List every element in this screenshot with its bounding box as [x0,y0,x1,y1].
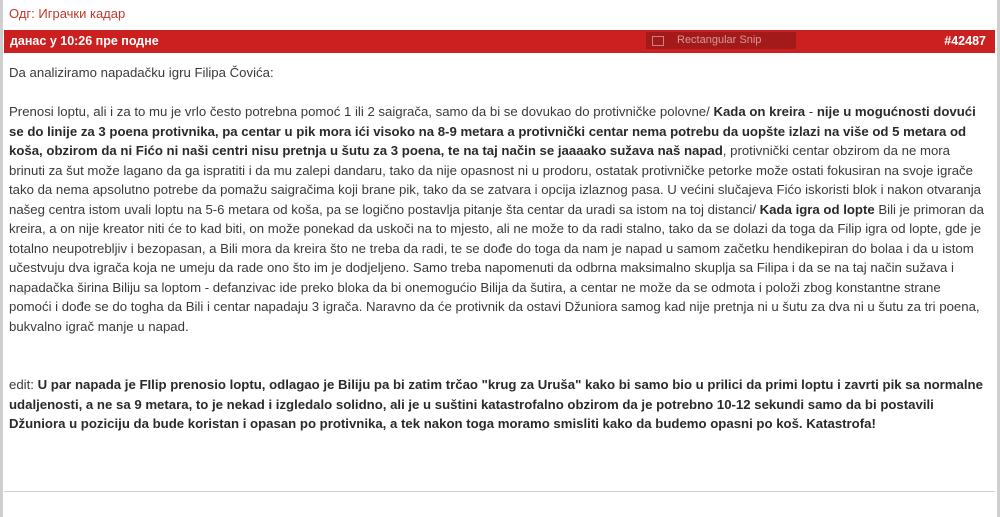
snip-label: Rectangular Snip [677,34,762,46]
post-header [4,30,995,53]
post-bottom-divider [4,491,995,492]
post-left-border [0,0,3,517]
edit-paragraph [9,375,984,434]
rectangular-snip-tooltip [646,32,796,49]
bold-heading-kreira: Kada on kreira [713,104,806,119]
text-segment: Prenosi loptu, ali i za to mu je vrlo često potrebna pomoć 1 ili 2 saigrača, samo da bi se dovukao do protivničke polovne/ [9,104,714,119]
text-segment: Bili je primoran da kreira, a on nije kreator niti će to kad biti, on može ponekad da uskoči na to mjesto, ali ne može to da radi stalno, tako da se dolazi da toga da Filip igra od lopte, gde je totalno neupotrebljiv i bezopasan, a Bili mora da kreira što ne treba da radi, te se dođe do toga da nam je napad u samom začetku hendikepiran do bolaa i da u istom učestvuju dva igrača koja ne umeju da rade ono što im je dodjeljeno. Samo treba napomenuti da odbrna maksimalno skuplja sa Filipa i da se na taj način sužava i napadačka širina Biliju sa loptom - defanzivac ide preko bloka da bi onemogućio Bilija da šutira, a centar ne može da se odmota i položi zbog konstantne strane pomoći i dođe se do togha da Bili i centar napadaju 3 igrača. Naravno da će protivnik da ostavi Džuniora samog kad nije pretnja ni u šutu za dva ni u šutu za tri poena, bukvalno igrač manje u napad. [9,201,984,334]
post-body [9,63,984,434]
text-segment: - [805,104,817,119]
analysis-paragraph [9,102,984,336]
post-date: данас у 10:26 пре подне [10,34,159,48]
reply-title[interactable]: Одг: Играчки кадар [9,6,126,21]
post-number-link[interactable]: #42487 [944,34,986,48]
bold-text-napad: nije u mogućnosti dovući se do linije za 3 poena protivnika, pa centar u pik mora ići visoko na 8-9 metara a protivnički centar nema potrebu da uopšte izlazi na više od 5 metara od koša, obzirom da ni Fićo ni naši centri nisu pretnja u šutu za 3 poena, te na taj način se jaaaako sužava naš napad [9,104,976,158]
bold-heading-od-lopte: Kada igra od lopte [759,201,875,217]
snip-icon [652,36,664,46]
text-segment: , protivnički centar obzirom da ne mora brinuti za šut može lagano da ga ispratiti i da mu zalepi dandaru, tako da nije opasnost ni u prodoru, ostatak protivničke petorke može ostati fokusiran na svoje igrače tako da nema apsolutno potrebe da pomažu saigračima koji brane pik, tako da se zatvara i opcija izlaznog pasa. U većini slučajeva Fićo iskoristi blok i nakon otvaranja našeg centra istom uvali loptu na 5-6 metara od koša, pa se logično postavlja pitanje šta centar da uradi sa istom na toj distanci/ [9,143,982,217]
edit-label: edit: [9,377,38,392]
edit-text: U par napada je FIlip prenosio loptu, odlagao je Biliju pa bi zatim trčao "krug za Uruša" kako bi samo bio u prilici da primi loptu i zavrti pik sa normalne udaljenosti, a ne sa 9 metara, to je nekad i izgledalo solidno, ali je u suštini katastrofalno obzirom da je potrebno 10-12 sekundi samo da bi postavili Džuniora u poziciju da bude koristan i opasan po protivnika, a tek nakon toga moramo smisliti kako da budemo opasni po koš. Katastrofa! [9,377,983,431]
intro-paragraph: Da analiziramo napadačku igru Filipa Čovića: [9,65,274,80]
